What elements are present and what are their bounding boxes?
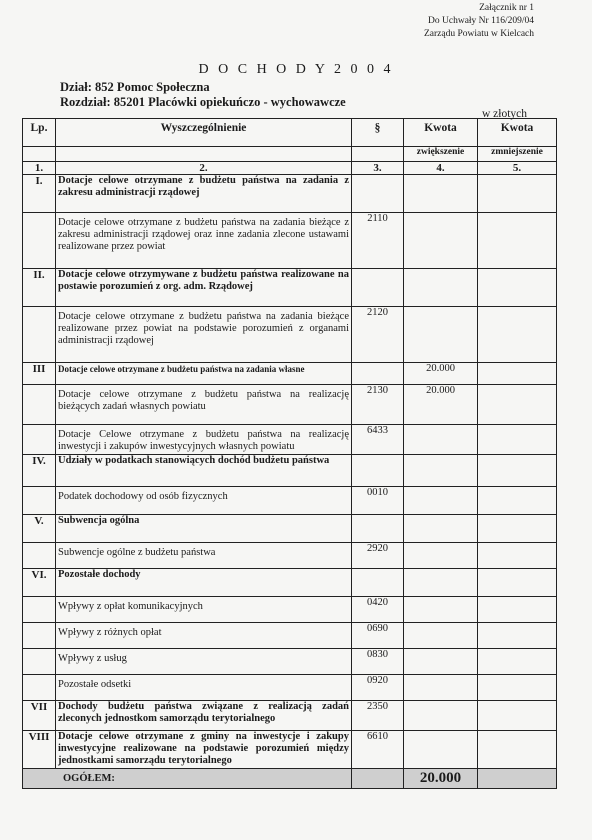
index-3: 3. [352, 162, 404, 175]
row-lp [23, 543, 56, 569]
row-lp: VII [23, 701, 56, 731]
row-description: Udziały w podatkach stanowiących dochód budżetu państwa [56, 455, 352, 487]
table-row [23, 385, 557, 425]
row-increase [404, 515, 478, 543]
document-title: D O C H O D Y 2 0 0 4 [198, 62, 394, 77]
row-lp [23, 425, 56, 455]
index-5: 5. [478, 162, 557, 175]
table-row [23, 487, 557, 515]
row-lp [23, 623, 56, 649]
row-increase [404, 213, 478, 269]
row-decrease [478, 701, 557, 731]
subheader-decrease: zmniejszenie [478, 147, 557, 162]
total-label: OGÓŁEM: [23, 769, 352, 789]
table-subheader-row [23, 147, 557, 162]
row-paragraph: 6433 [352, 425, 404, 455]
total-row [23, 769, 557, 789]
unit-label: w złotych [482, 108, 528, 120]
row-paragraph: 2350 [352, 701, 404, 731]
income-table [22, 118, 557, 789]
table-row [23, 569, 557, 597]
row-decrease [478, 425, 557, 455]
row-increase [404, 597, 478, 623]
row-decrease [478, 569, 557, 597]
row-decrease [478, 269, 557, 307]
row-paragraph [352, 269, 404, 307]
table-row [23, 307, 557, 363]
attachment-line-1: Załącznik nr 1 [479, 3, 534, 13]
row-lp: I. [23, 175, 56, 213]
row-increase [404, 569, 478, 597]
row-decrease [478, 213, 557, 269]
row-description: Dotacje celowe otrzymane z gminy na inwestycje i zakupy inwestycyjne realizowane na podstawie porozumień między jednostkami samorządu terytorialnego [56, 731, 352, 769]
table-row [23, 543, 557, 569]
row-paragraph: 0690 [352, 623, 404, 649]
dzial-label: Dział: 852 Pomoc Społeczna [60, 80, 210, 94]
table-header-row [23, 119, 557, 147]
row-description: Podatek dochodowy od osób fizycznych [56, 487, 352, 515]
row-description: Dotacje celowe otrzymywane z budżetu państwa realizowane na postawie porozumień z org. adm. Rządowej [56, 269, 352, 307]
row-increase [404, 731, 478, 769]
row-description: Subwencja ogólna [56, 515, 352, 543]
row-paragraph: 2920 [352, 543, 404, 569]
row-increase [404, 701, 478, 731]
row-description: Pozostałe dochody [56, 569, 352, 597]
row-lp: II. [23, 269, 56, 307]
row-increase: 20.000 [404, 385, 478, 425]
attachment-line-3: Zarządu Powiatu w Kielcach [424, 29, 534, 39]
row-lp [23, 487, 56, 515]
attachment-note [424, 2, 534, 41]
header-amount-increase: Kwota [404, 119, 478, 147]
row-decrease [478, 623, 557, 649]
subheader-increase: zwiększenie [404, 147, 478, 162]
row-increase [404, 307, 478, 363]
row-paragraph: 0010 [352, 487, 404, 515]
table-row [23, 675, 557, 701]
row-lp [23, 307, 56, 363]
row-lp [23, 649, 56, 675]
row-increase [404, 623, 478, 649]
row-description: Dotacje Celowe otrzymane z budżetu państwa na realizację inwestycji i zakupów inwestycyjnych własnych powiatu [56, 425, 352, 455]
subheader-empty-3 [352, 147, 404, 162]
table-row [23, 623, 557, 649]
row-description: Dochody budżetu państwa związane z realizacją zadań zleconych jednostkom samorządu terytorialnego [56, 701, 352, 731]
row-increase [404, 175, 478, 213]
row-description: Wpływy z różnych opłat [56, 623, 352, 649]
index-2: 2. [56, 162, 352, 175]
header-description: Wyszczególnienie [56, 119, 352, 147]
row-paragraph [352, 455, 404, 487]
row-paragraph [352, 363, 404, 385]
row-increase [404, 455, 478, 487]
table-row [23, 515, 557, 543]
row-decrease [478, 649, 557, 675]
table-row [23, 213, 557, 269]
table-row [23, 597, 557, 623]
row-decrease [478, 455, 557, 487]
subheader-empty-1 [23, 147, 56, 162]
row-description: Subwencje ogólne z budżetu państwa [56, 543, 352, 569]
row-increase [404, 543, 478, 569]
row-decrease [478, 363, 557, 385]
row-increase [404, 649, 478, 675]
row-description: Wpływy z usług [56, 649, 352, 675]
row-paragraph: 2120 [352, 307, 404, 363]
table-index-row [23, 162, 557, 175]
row-lp [23, 213, 56, 269]
row-increase [404, 425, 478, 455]
table-row [23, 701, 557, 731]
table-row [23, 731, 557, 769]
row-description: Dotacje celowe otrzymane z budżetu państwa na zadania własne [56, 363, 352, 385]
row-description: Dotacje celowe otrzymane z budżetu państwa na zadania bieżące z zakresu administracji rządowej oraz inne zadania zlecone ustawami realizowane przez powiat [56, 213, 352, 269]
row-decrease [478, 597, 557, 623]
index-4: 4. [404, 162, 478, 175]
row-paragraph: 0420 [352, 597, 404, 623]
row-decrease [478, 487, 557, 515]
row-increase [404, 487, 478, 515]
row-description: Wpływy z opłat komunikacyjnych [56, 597, 352, 623]
header-amount-decrease: Kwota [478, 119, 557, 147]
section-info [60, 80, 346, 110]
row-decrease [478, 731, 557, 769]
row-paragraph: 0920 [352, 675, 404, 701]
row-description: Dotacje celowe otrzymane z budżetu państwa na zadania z zakresu administracji rządowej [56, 175, 352, 213]
index-1: 1. [23, 162, 56, 175]
header-paragraph: § [352, 119, 404, 147]
table-row [23, 455, 557, 487]
row-decrease [478, 175, 557, 213]
row-description: Dotacje celowe otrzymane z budżetu państwa na realizację bieżących zadań własnych powiatu [56, 385, 352, 425]
rozdzial-label: Rozdział: 85201 Placówki opiekuńczo - wychowawcze [60, 95, 346, 109]
table-row [23, 363, 557, 385]
table-row [23, 649, 557, 675]
total-empty-dec [478, 769, 557, 789]
row-decrease [478, 675, 557, 701]
row-lp [23, 597, 56, 623]
row-decrease [478, 307, 557, 363]
row-lp: III [23, 363, 56, 385]
row-lp: VI. [23, 569, 56, 597]
table-row [23, 425, 557, 455]
row-lp: V. [23, 515, 56, 543]
row-paragraph [352, 569, 404, 597]
row-increase [404, 269, 478, 307]
table-row [23, 269, 557, 307]
row-increase [404, 675, 478, 701]
row-increase: 20.000 [404, 363, 478, 385]
total-empty-par [352, 769, 404, 789]
row-lp: IV. [23, 455, 56, 487]
row-paragraph [352, 515, 404, 543]
row-paragraph: 0830 [352, 649, 404, 675]
row-paragraph: 6610 [352, 731, 404, 769]
row-decrease [478, 385, 557, 425]
header-lp: Lp. [23, 119, 56, 147]
table-row [23, 175, 557, 213]
subheader-empty-2 [56, 147, 352, 162]
row-paragraph [352, 175, 404, 213]
row-lp [23, 675, 56, 701]
total-value: 20.000 [404, 769, 478, 789]
row-decrease [478, 543, 557, 569]
row-description: Pozostałe odsetki [56, 675, 352, 701]
row-paragraph: 2110 [352, 213, 404, 269]
row-paragraph: 2130 [352, 385, 404, 425]
row-lp [23, 385, 56, 425]
attachment-line-2: Do Uchwały Nr 116/209/04 [428, 16, 534, 26]
row-description: Dotacje celowe otrzymane z budżetu państwa na zadania bieżące realizowane przez powiat na podstawie porozumień z organami administracji rządowej [56, 307, 352, 363]
row-decrease [478, 515, 557, 543]
row-lp: VIII [23, 731, 56, 769]
